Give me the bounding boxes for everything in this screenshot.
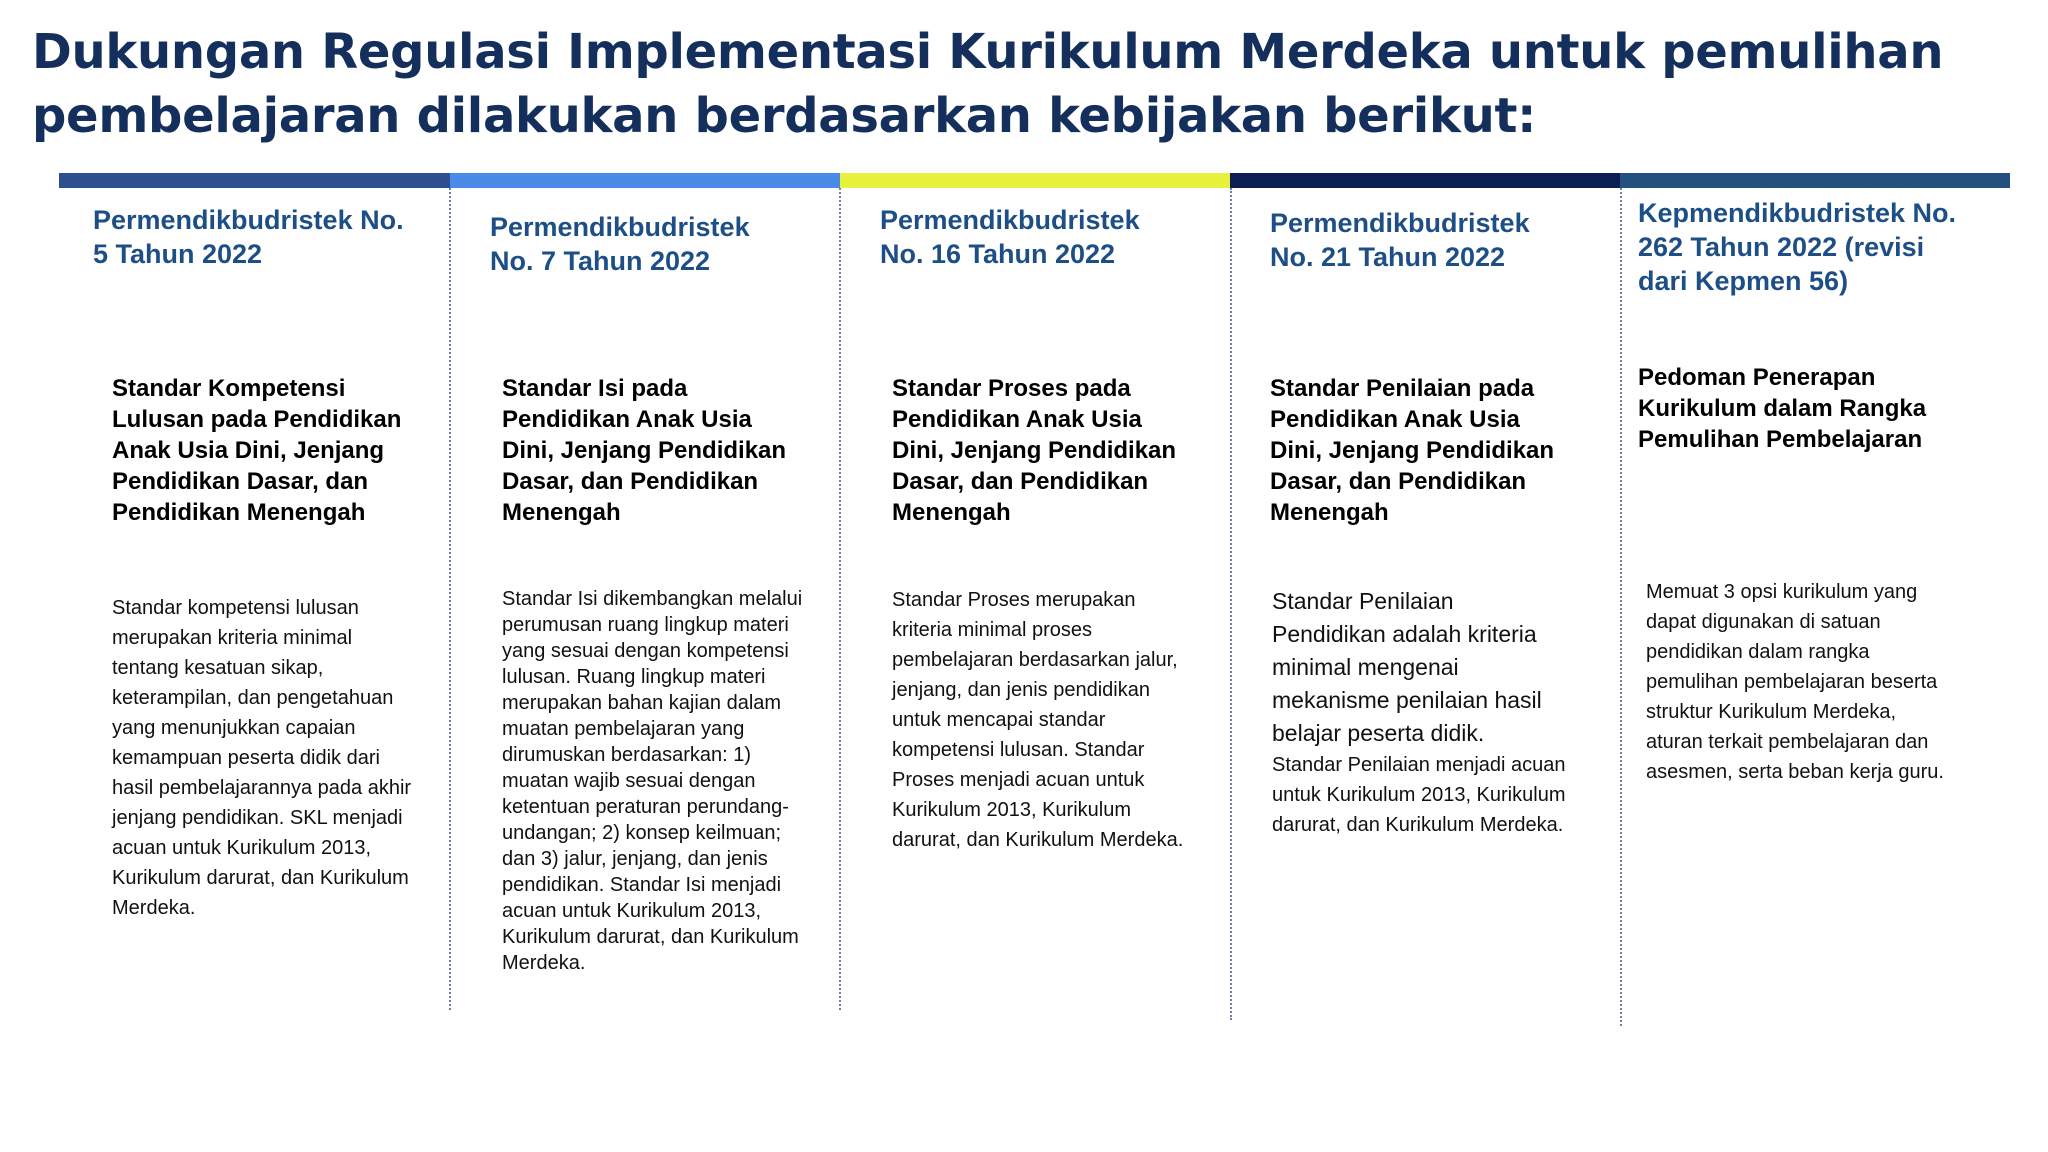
regulation-heading: Standar Proses pada Pendidikan Anak Usia Dini, Jenjang Pendidikan Dasar, dan Pendidikan Menengah [892,375,1177,526]
regulation-heading: Standar Isi pada Pendidikan Anak Usia Dini, Jenjang Pendidikan Dasar, dan Pendidikan Menengah [502,375,787,526]
regulation-title: Permendikbudristek No. 5 Tahun 2022 [93,205,404,269]
regulation-description: Standar Isi dikembangkan melalui perumusan ruang lingkup materi yang sesuai dengan kompetensi lulusan. Ruang lingkup materi merupakan bahan kajian dalam muatan pembelajaran yang dirumuskan berdasarkan: 1) muatan wajib sesuai dengan ketentuan peraturan perundang-undangan; 2) konsep keilmuan; dan 3) jalur, jenjang, dan jenis pendidikan. Standar Isi menjadi acuan untuk Kurikulum 2013, Kurikulum darurat, dan Kurikulum Merdeka. [502,588,803,974]
regulation-heading: Standar Penilaian pada Pendidikan Anak Usia Dini, Jenjang Pendidikan Dasar, dan Pendidikan Menengah [1270,375,1555,526]
regulation-description-continued: Standar Penilaian menjadi acuan untuk Kurikulum 2013, Kurikulum darurat, dan Kurikulum Merdeka. [1272,754,1566,836]
regulation-title: Permendikbudristek No. 7 Tahun 2022 [490,212,750,276]
regulation-heading: Pedoman Penerapan Kurikulum dalam Rangka Pemulihan Pembelajaran [1638,364,1927,453]
regulation-description: Memuat 3 opsi kurikulum yang dapat digunakan di satuan pendidikan dalam rangka pemulihan pembelajaran beserta struktur Kurikulum Merdeka, aturan terkait pembelajaran dan asesmen, serta beban kerja guru. [1646,581,1944,783]
page-title: Dukungan Regulasi Implementasi Kurikulum Merdeka untuk pemulihan pembelajaran dilakukan berdasarkan kebijakan berikut: [32,24,1944,144]
regulation-description: Standar kompetensi lulusan merupakan kriteria minimal tentang kesatuan sikap, keterampilan, dan pengetahuan yang menunjukkan capaian kemampuan peserta didik dari hasil pembelajarannya pada akhir jenjang pendidikan. SKL menjadi acuan untuk Kurikulum 2013, Kurikulum darurat, dan Kurikulum Merdeka. [112,597,412,919]
regulation-title: Kepmendikbudristek No. 262 Tahun 2022 (revisi dari Kepmen 56) [1638,198,1957,296]
regulation-description: Standar Penilaian Pendidikan adalah kriteria minimal mengenai mekanisme penilaian hasil belajar peserta didik. [1272,588,1542,746]
regulation-title: Permendikbudristek No. 21 Tahun 2022 [1270,208,1530,272]
regulation-heading: Standar Kompetensi Lulusan pada Pendidikan Anak Usia Dini, Jenjang Pendidikan Dasar, dan Pendidikan Menengah [112,375,402,526]
regulation-title: Permendikbudristek No. 16 Tahun 2022 [880,205,1140,269]
regulation-description: Standar Proses merupakan kriteria minimal proses pembelajaran berdasarkan jalur, jenjang, dan jenis pendidikan untuk mencapai standar kompetensi lulusan. Standar Proses menjadi acuan untuk Kurikulum 2013, Kurikulum darurat, dan Kurikulum Merdeka. [892,589,1184,851]
